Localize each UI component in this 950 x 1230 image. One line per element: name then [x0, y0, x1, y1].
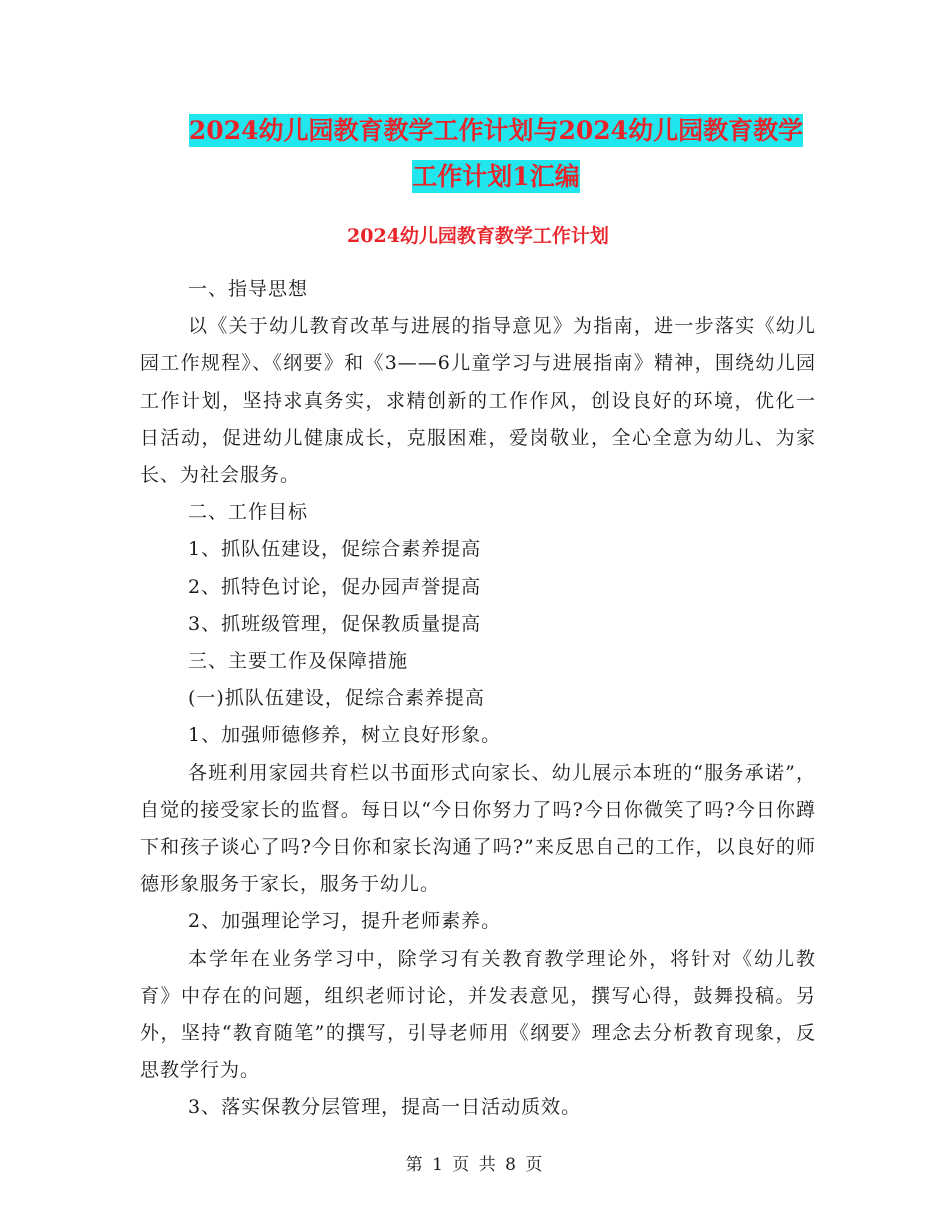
- heading-main-work: 三、主要工作及保障措施: [188, 650, 409, 673]
- paragraph-theory-study: 本学年在业务学习中，除学习有关教育教学理论外，将针对《幼儿教育》中存在的问题，组织老师讨论，并发表意见，撰写心得，鼓舞投稿。另外，坚持“教育随笔”的撰写，引导老师用《纲要》理念去分析教育现象，反思教学行为。: [140, 947, 816, 1082]
- goal-item-1: 1、抓队伍建设，促综合素养提高: [188, 538, 482, 561]
- item-theory-study: 2、加强理论学习，提升老师素养。: [188, 910, 502, 933]
- goal-item-2: 2、抓特色讨论，促办园声誉提高: [188, 575, 482, 598]
- document-title: [140, 108, 852, 200]
- item-ethics: 1、加强师德修养，树立良好形象。: [188, 724, 502, 747]
- heading-work-goals: 二、工作目标: [188, 501, 309, 524]
- paragraph-ethics: 各班利用家园共育栏以书面形式向家长、幼儿展示本班的“服务承诺”，自觉的接受家长的监督。每日以“今日你努力了吗?今日你微笑了吗?今日你蹲下和孩子谈心了吗?今日你和家长沟通了吗?”来反思自己的工作，以良好的师德形象服务于家长，服务于幼儿。: [140, 761, 816, 896]
- subheading-team-building: (一)抓队伍建设，促综合素养提高: [188, 687, 485, 710]
- document-title-line-1: 2024幼儿园教育教学工作计划与2024幼儿园教育教学: [188, 116, 804, 145]
- item-tiered-management: 3、落实保教分层管理，提高一日活动质效。: [188, 1096, 582, 1119]
- section-title: 2024幼儿园教育教学工作计划: [347, 225, 609, 247]
- heading-guiding-ideology: 一、指导思想: [188, 278, 309, 300]
- document-title-line-2: 工作计划1汇编: [412, 162, 580, 191]
- page-footer: 第 1 页 共 8 页: [405, 1155, 545, 1175]
- paragraph-guiding-ideology: 以《关于幼儿教育改革与进展的指导意见》为指南，进一步落实《幼儿园工作规程》、《纲要》和《3——6儿童学习与进展指南》精神，围绕幼儿园工作计划，坚持求真务实，求精创新的工作作风，创设良好的环境，优化一日活动，促进幼儿健康成长，克服困难，爱岗敬业，全心全意为幼儿、为家长、为社会服务。: [140, 315, 816, 487]
- goal-item-3: 3、抓班级管理，促保教质量提高: [188, 612, 482, 635]
- document-body: [140, 271, 816, 1127]
